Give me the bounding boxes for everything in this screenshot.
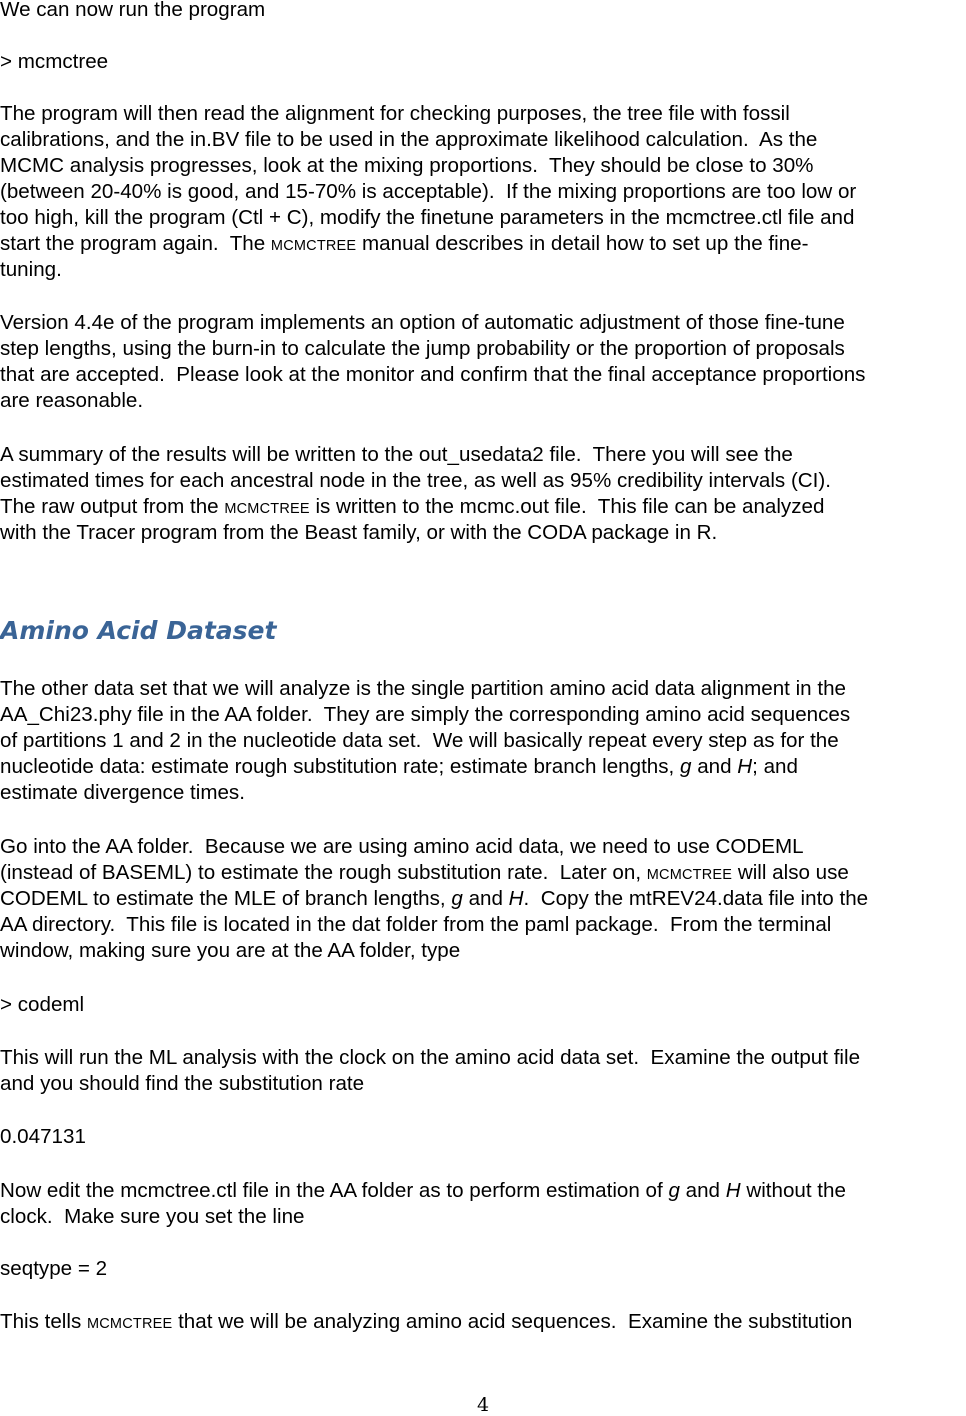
text-line [0,468,831,494]
text-segment: H [508,887,524,910]
text-line [0,834,804,860]
text-segment: that are accepted. Please look at the monitor and confirm that the final acceptance proportions [0,363,866,386]
text-line [0,0,265,23]
text-line [0,1204,304,1230]
text-line [0,127,817,153]
text-segment: will also use [732,861,849,884]
text-line [0,257,62,283]
text-line [0,780,245,806]
text-segment: tuning. [0,258,62,281]
text-segment: estimate divergence times. [0,781,245,804]
text-segment: Now edit the mcmctree.ctl file in the AA folder as to perform estimation of [0,1179,669,1202]
text-segment: Version 4.4e of the program implements an option of automatic adjustment of those fine-tune [0,311,845,334]
text-line [0,702,850,728]
text-line [0,1178,846,1204]
section-heading: Amino Acid Dataset [0,616,277,645]
text-segment: H [725,1179,741,1202]
text-segment: of partitions 1 and 2 in the nucleotide data set. We will basically repeat every step as for the [0,729,839,752]
text-segment: are reasonable. [0,389,144,412]
text-segment: The raw output from the [0,495,225,518]
text-segment: The other data set that we will analyze is the single partition amino acid data alignment in the [0,677,846,700]
text-segment: Go into the AA folder. Because we are using amino acid data, we need to use CODEML [0,835,804,858]
text-segment: This tells [0,1310,87,1333]
text-segment: > mcmctree [0,50,109,73]
text-segment: H [737,755,753,778]
text-segment: AA directory. This file is located in the dat folder from the paml package. From the terminal [0,913,832,936]
text-segment: without the [740,1179,846,1202]
text-line [0,310,845,336]
text-segment: 0.047131 [0,1125,86,1148]
text-segment: MCMCTREE [224,501,310,517]
text-line [0,676,846,702]
text-line [0,728,839,754]
text-segment: window, making sure you are at the AA folder, type [0,939,461,962]
text-line [0,1045,860,1071]
text-segment: that we will be analyzing amino acid sequences. Examine the substitution [172,1310,853,1333]
text-line [0,153,813,179]
text-line [0,179,856,205]
text-segment: MCMCTREE [86,1316,173,1332]
text-segment: clock. Make sure you set the line [0,1205,305,1228]
text-line [0,1124,86,1150]
text-segment: MCMC analysis progresses, look at the mixing proportions. They should be close to 30% [0,154,814,177]
text-segment: and you should find the substitution rate [0,1072,365,1095]
text-segment: The program will then read the alignment for checking purposes, the tree file with fossil [0,102,790,125]
text-segment: (between 20-40% is good, and 15-70% is acceptable). If the mixing proportions are too low or [0,180,857,203]
text-segment: We can now run the program [0,0,266,21]
text-line [0,231,808,259]
text-segment: step lengths, using the burn-in to calculate the jump probability or the proportion of proposals [0,337,845,360]
text-line [0,938,460,964]
text-segment: is written to the mcmc.out file. This file can be analyzed [309,495,825,518]
page-number: 4 [476,1394,490,1416]
text-line [0,362,865,388]
text-line [0,388,143,414]
text-line [0,1256,107,1282]
text-line [0,912,831,938]
text-line [0,1309,852,1337]
text-line [0,1071,364,1097]
text-segment: CODEML to estimate the MLE of branch lengths, [0,887,452,910]
text-line [0,101,790,127]
text-line [0,205,854,231]
text-segment: g [680,755,692,778]
text-segment: > codeml [0,993,85,1016]
text-segment: (instead of BASEML) to estimate the rough substitution rate. Later on, [0,861,647,884]
text-segment: seqtype = 2 [0,1257,108,1280]
text-segment: . Copy the mtREV24.data file into the [523,887,869,910]
text-line [0,336,845,362]
text-line [0,49,108,75]
text-line [0,494,824,522]
text-line [0,886,868,912]
text-segment: estimated times for each ancestral node in the tree, as well as 95% credibility intervals (CI). [0,469,831,492]
text-segment: AA_Chi23.phy file in the AA folder. They are simply the corresponding amino acid sequences [0,703,851,726]
text-line [0,754,798,780]
text-segment: with the Tracer program from the Beast family, or with the CODA package in R. [0,521,718,544]
text-line [0,992,84,1018]
text-line [0,520,717,546]
text-segment: calibrations, and the in.BV file to be used in the approximate likelihood calculation. As the [0,128,818,151]
text-segment: ; and [752,755,798,778]
text-segment: g [668,1179,680,1202]
text-segment: and [679,1179,726,1202]
text-segment: start the program again. The [0,232,271,255]
text-segment: A summary of the results will be written to the out_usedata2 file. There you will see the [0,443,793,466]
text-segment: manual describes in detail how to set up the fine- [356,232,809,255]
text-line [0,442,793,468]
text-segment: and [691,755,738,778]
text-segment: MCMCTREE [646,867,733,883]
text-segment: MCMCTREE [270,238,357,254]
text-segment: This will run the ML analysis with the clock on the amino acid data set. Examine the output file [0,1046,861,1069]
text-segment: nucleotide data: estimate rough substitution rate; estimate branch lengths, [0,755,680,778]
text-segment: too high, kill the program (Ctl + C), modify the finetune parameters in the mcmctree.ctl file and [0,206,855,229]
text-line [0,860,849,888]
text-segment: g [451,887,463,910]
text-segment: and [462,887,509,910]
